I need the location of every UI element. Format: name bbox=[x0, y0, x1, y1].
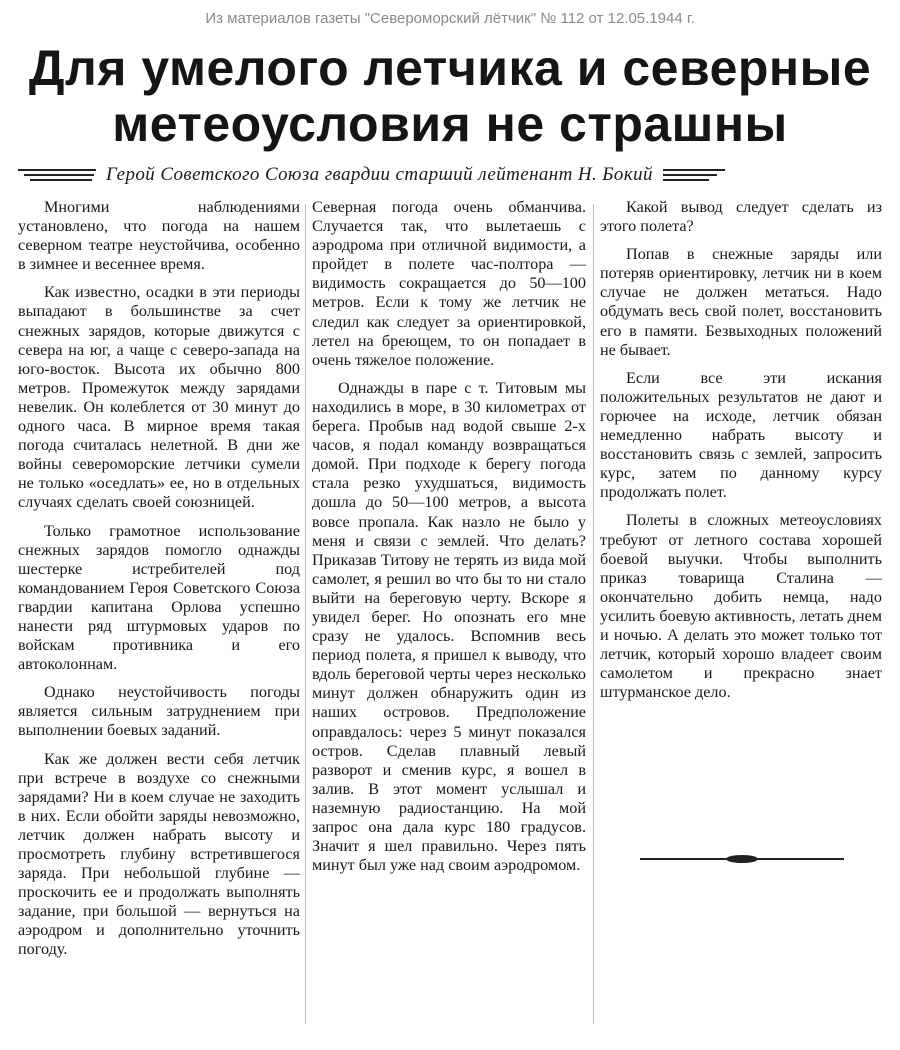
source-note: Из материалов газеты "Североморский лётчик" № 112 от 12.05.1944 г. bbox=[205, 10, 695, 27]
column-divider bbox=[305, 204, 306, 1024]
article-body bbox=[0, 198, 900, 1038]
byline-row bbox=[18, 162, 878, 188]
paragraph: Какой вывод следует сделать из этого полета? bbox=[600, 198, 882, 236]
column-1 bbox=[18, 198, 300, 969]
column-3 bbox=[600, 198, 882, 711]
article-headline bbox=[20, 40, 880, 152]
column-2 bbox=[312, 198, 586, 884]
column-divider bbox=[593, 204, 594, 1024]
headline-line-1: Для умелого летчика и северные bbox=[28, 40, 872, 96]
paragraph: Многими наблюдениями установлено, что погода на нашем северном театре неустойчива, особенно в зимнее и весеннее время. bbox=[18, 198, 300, 274]
paragraph: Полеты в сложных метеоусловиях требуют от летного состава хорошей боевой выучки. Чтобы выполнить приказ товарища Сталина — окончательно добить немца, надо усилить боевую активность, летать днем и ночью. А делать это может только тот летчик, который хорошо владеет своим самолетом и прекрасно знает штурманское дело. bbox=[600, 511, 882, 702]
byline-rule-left bbox=[18, 169, 96, 181]
byline-rule-right bbox=[663, 169, 725, 181]
paragraph: Если все эти искания положительных результатов не дают и горючее на исходе, летчик обязан немедленно набрать высоту и восстановить связь с землей, запросить курс, затем по данному курсу продолжать полет. bbox=[600, 368, 882, 502]
end-ornament bbox=[640, 852, 844, 866]
paragraph: Как известно, осадки в эти периоды выпадают в большинстве за счет снежных зарядов, которые движутся с севера на юг, а чаще с северо-запада на юго-восток. Высота их обычно 800 метров. Промежуток между зарядами невелик. Он колеблется от 30 минут до одного часа. В мирное время такая погода считалась нелетной. В дни же войны североморские летчики сумели не только «оседлать» ее, но в отдельных случаях сделать своей союзницей. bbox=[18, 283, 300, 512]
paragraph: Однако неустойчивость погоды является сильным затруднением при выполнении боевых заданий. bbox=[18, 683, 300, 740]
paragraph: Как же должен вести себя летчик при встрече в воздухе со снежными зарядами? Ни в коем случае не заходить в них. Если обойти заряды невозможно, летчик должен набрать высоту и просмотреть глубину встретившегося заряда. При небольшой глубине — проскочить ее и продолжать выполнять задание, при большой — вернуться на аэродром и дополнительно уточнить погоду. bbox=[18, 749, 300, 959]
author-byline: Герой Советского Союза гвардии старший лейтенант Н. Бокий bbox=[106, 164, 653, 185]
paragraph: Однажды в паре с т. Титовым мы находились в море, в 30 километрах от берега. Пробыв над водой свыше 2-х часов, я подал команду возвращаться домой. При подходе к берегу погода стала резко ухудшаться, видимость дошла до 50—100 метров, а высота вовсе пропала. Как назло не было у меня и связи с землей. Что делать? Приказав Титову не терять из вида мой самолет, я решил во что бы то ни стало выйти на береговую черту. Вскоре я увидел берег. Но опознать его мне сразу не удалось. Вспомнив весь период полета, я пришел к выводу, что вдоль береговой черты через несколько минут должен обнаружить один из наших островов. Предположение оправдалось: через 5 минут показался остров. Сделав плавный левый разворот и сменив курс, я вошел в залив. В этот момент услышал и наземную радиостанцию. На мой запрос она дала курс 180 градусов. Значит я шел правильно. Через пять минут был уже над своим аэродромом. bbox=[312, 378, 586, 875]
headline-line-2: метеоусловия не страшны bbox=[112, 96, 788, 152]
paragraph: Северная погода очень обманчива. Случается так, что вылетаешь с аэродрома при отличной видимости, а пройдет в полете час-полтора — видимость сокращается до 50—100 метров. Если к тому же летчик не следил как следует за ориентировкой, летел на бреющем, то он попадает в очень тяжелое положение. bbox=[312, 198, 586, 369]
paragraph: Попав в снежные заряды или потеряв ориентировку, летчик ни в коем случае не должен метаться. Надо обдумать весь свой полет, восстановить его в памяти. Безвыходных положений не бывает. bbox=[600, 245, 882, 359]
paragraph: Только грамотное использование снежных зарядов помогло однажды шестерке истребителей под командованием Героя Советского Союза гвардии капитана Орлова успешно нанести ряд штурмовых ударов по войскам противника и его автоколоннам. bbox=[18, 521, 300, 674]
page-edge-fade bbox=[886, 120, 900, 1050]
